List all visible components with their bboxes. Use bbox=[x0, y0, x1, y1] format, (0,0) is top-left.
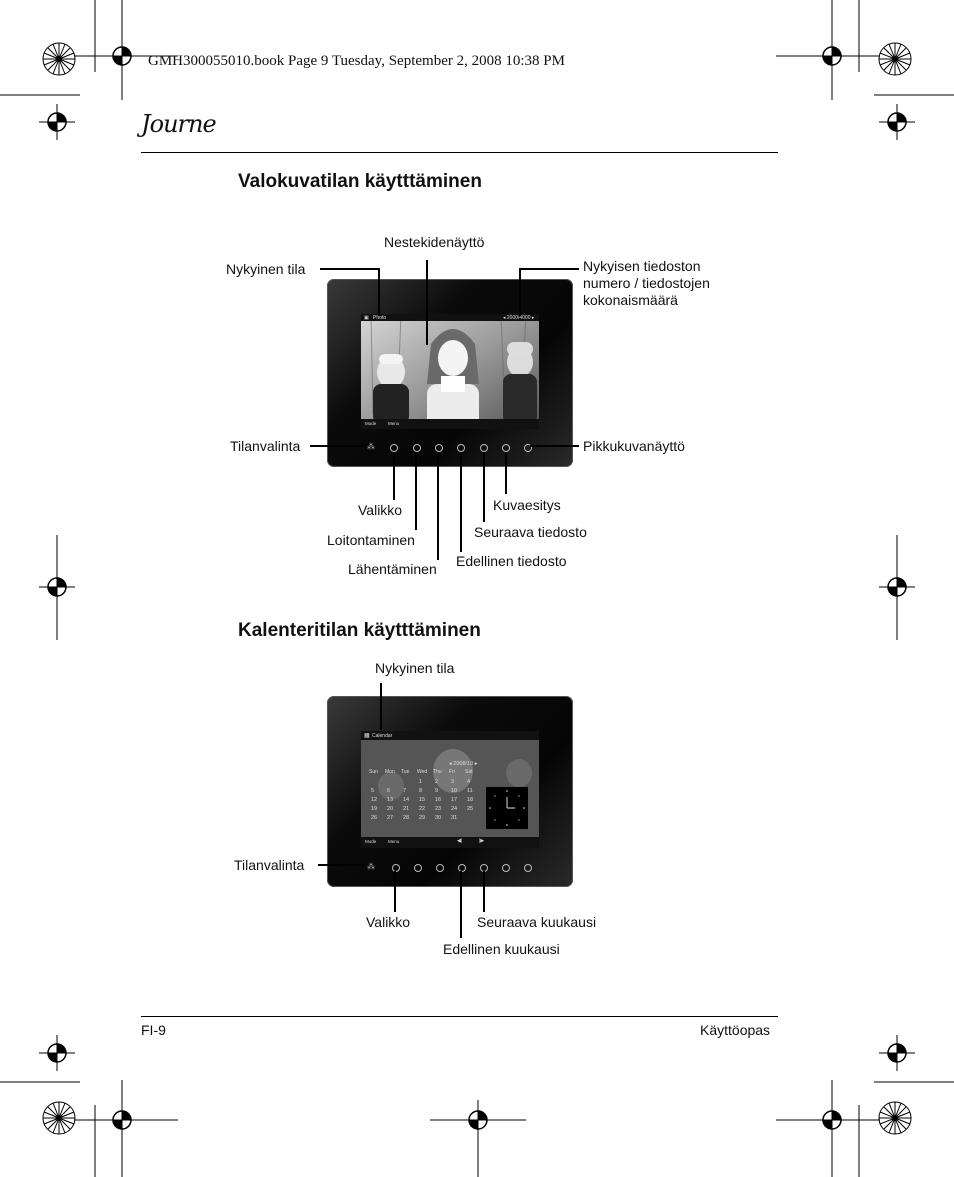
calendar-weekday: Wed bbox=[417, 769, 428, 775]
calendar-bar-mode: Mode bbox=[365, 839, 377, 844]
calendar-bar-menu: Menu bbox=[388, 839, 400, 844]
calendar-next-icon: |▶ bbox=[479, 838, 485, 844]
callout-calendar-mode-select: Tilanvalinta bbox=[234, 857, 305, 873]
calendar-day: 31 bbox=[451, 815, 458, 821]
calendar-day: 10 bbox=[451, 788, 458, 794]
photo-mode-label: Photo bbox=[373, 315, 387, 321]
callout-next-file: Seuraava tiedosto bbox=[474, 524, 587, 540]
callout-mode-select: Tilanvalinta bbox=[230, 438, 301, 454]
calendar-mode-button-icon[interactable]: ⁂ bbox=[367, 862, 375, 871]
calendar-prev-icon: ◀| bbox=[457, 838, 463, 844]
callout-previous-month: Edellinen kuukausi bbox=[443, 941, 560, 957]
calendar-day: 27 bbox=[387, 815, 394, 821]
calendar-day: 24 bbox=[451, 806, 458, 812]
calendar-weekday: Tue bbox=[401, 769, 410, 775]
calendar-weekday: Mon bbox=[385, 769, 395, 775]
calendar-day: 25 bbox=[467, 806, 474, 812]
calendar-day: 11 bbox=[467, 788, 473, 794]
callout-thumbnail-view: Pikkukuvanäyttö bbox=[583, 438, 685, 454]
callout-next-month: Seuraava kuukausi bbox=[477, 914, 597, 930]
calendar-day: 9 bbox=[435, 788, 439, 794]
callout-lcd: Nestekidenäyttö bbox=[384, 234, 485, 250]
calendar-section-title: Kalenteritilan käytttäminen bbox=[238, 620, 481, 641]
calendar-day: 13 bbox=[387, 797, 394, 803]
calendar-mode-icon: ▦ bbox=[364, 733, 370, 739]
calendar-day: 12 bbox=[371, 797, 378, 803]
callout-calendar-current-mode: Nykyinen tila bbox=[375, 660, 455, 676]
calendar-day: 7 bbox=[403, 788, 407, 794]
calendar-day: 18 bbox=[467, 797, 474, 803]
calendar-day: 26 bbox=[371, 815, 378, 821]
callout-zoom-out: Loitontaminen bbox=[327, 532, 415, 548]
calendar-month: ◂ 2008/10 ▸ bbox=[449, 761, 478, 767]
book-header: GMH300055010.book Page 9 Tuesday, September 2, 2008 10:38 PM bbox=[148, 53, 565, 69]
calendar-day: 3 bbox=[451, 779, 455, 785]
calendar-day: 21 bbox=[403, 806, 410, 812]
calendar-day: 20 bbox=[387, 806, 394, 812]
callout-file-number-2: numero / tiedostojen bbox=[583, 275, 710, 291]
callout-menu: Valikko bbox=[358, 502, 403, 518]
page-number: FI-9 bbox=[141, 1022, 166, 1038]
calendar-day: 16 bbox=[435, 797, 442, 803]
callout-file-number-1: Nykyisen tiedoston bbox=[583, 258, 701, 274]
callout-previous-file: Edellinen tiedosto bbox=[456, 553, 567, 569]
footer-manual-title: Käyttöopas bbox=[700, 1022, 771, 1038]
brand-logo: Journe bbox=[141, 110, 216, 138]
callout-file-number-3: kokonaismäärä bbox=[583, 292, 678, 308]
calendar-day: 8 bbox=[419, 788, 423, 794]
callout-current-mode: Nykyinen tila bbox=[226, 261, 306, 277]
photo-bar-menu: Menu bbox=[388, 421, 400, 426]
calendar-day: 14 bbox=[403, 797, 410, 803]
mode-button-icon[interactable]: ⁂ bbox=[367, 442, 375, 451]
callout-zoom-in: Lähentäminen bbox=[348, 561, 437, 577]
calendar-day: 2 bbox=[435, 779, 439, 785]
calendar-weekday: Thu bbox=[433, 769, 442, 775]
photo-mode-icon: ▣ bbox=[364, 315, 369, 321]
calendar-day: 15 bbox=[419, 797, 426, 803]
callout-calendar-menu: Valikko bbox=[366, 914, 411, 930]
photo-file-counter: ◂ 2000/4000 ▸ bbox=[503, 315, 535, 321]
calendar-day: 1 bbox=[419, 779, 423, 785]
calendar-day: 19 bbox=[371, 806, 378, 812]
calendar-day: 30 bbox=[435, 815, 442, 821]
calendar-day: 28 bbox=[403, 815, 410, 821]
calendar-day: 23 bbox=[435, 806, 442, 812]
calendar-weekday: Sun bbox=[369, 769, 378, 775]
calendar-weekday: Fri bbox=[449, 769, 455, 775]
calendar-day: 6 bbox=[387, 788, 391, 794]
photo-bar-mode: Mode bbox=[365, 421, 377, 426]
calendar-day: 22 bbox=[419, 806, 426, 812]
calendar-weekday: Sat bbox=[465, 769, 473, 775]
footer-rule bbox=[141, 1016, 778, 1017]
calendar-day: 29 bbox=[419, 815, 426, 821]
calendar-day: 17 bbox=[451, 797, 458, 803]
callout-slideshow: Kuvaesitys bbox=[493, 497, 561, 513]
calendar-day: 5 bbox=[371, 788, 375, 794]
photo-section-title: Valokuvatilan käytttäminen bbox=[238, 171, 482, 192]
calendar-mode-label: Calendar bbox=[372, 733, 393, 739]
calendar-day: 4 bbox=[467, 779, 471, 785]
